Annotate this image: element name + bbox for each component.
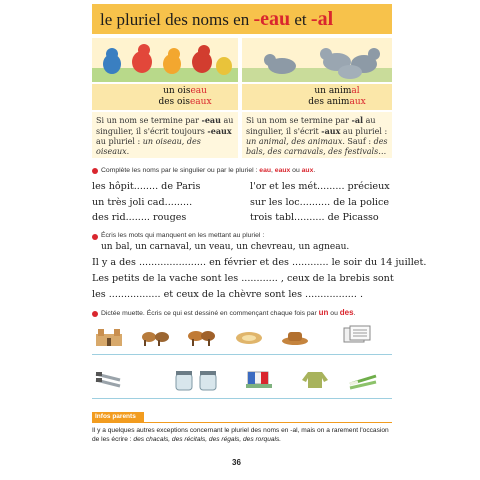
exercise2-words: un bal, un carnaval, un veau, un chevreau, un agneau. — [101, 242, 350, 252]
animals-illustration — [242, 38, 392, 82]
separator: . — [313, 167, 316, 174]
rule-example: un oiseau, des oiseaux. — [96, 137, 201, 156]
exercise2-line: Les petits de la vache sont les ............ , ceux de la brebis sont — [92, 273, 394, 284]
title-and: et — [290, 10, 311, 29]
bullet-icon — [92, 234, 98, 240]
plural-ending: eaux — [189, 97, 212, 107]
plural-ending: aux — [349, 97, 366, 107]
option: aux — [301, 167, 314, 174]
separator: , — [271, 167, 275, 174]
singular-ending: eau — [190, 86, 207, 96]
bullet-icon — [92, 311, 98, 317]
instruction-text: Dictée muette. Écris ce qui est dessiné en commençant chaque fois par — [101, 310, 319, 317]
rule-eau — [92, 112, 238, 158]
bread-icon — [234, 326, 264, 346]
exercise1-line: les hôpit........ de Paris — [92, 181, 201, 192]
animal-word-box — [242, 84, 392, 110]
page-title — [92, 4, 392, 34]
page-number: 36 — [232, 458, 241, 467]
rule-exception: des bals, des carnavals, des festivals… — [246, 137, 388, 156]
bullet-icon — [92, 168, 98, 174]
infos-text: Il y a quelques autres exceptions concernant le pluriel des noms en -al, mais on a rarement l'occasion de les écrire : — [92, 427, 389, 443]
singular-stem: un ois — [163, 86, 191, 96]
coat-icon — [300, 368, 330, 388]
pictures-row-1 — [92, 322, 392, 350]
singular-stem: un anim — [314, 86, 352, 96]
rule-text: Si un nom se termine par — [96, 116, 202, 125]
exercise1-line: des rid........ rouges — [92, 212, 187, 223]
exercise3-instruction — [101, 308, 355, 318]
pictures-row-2 — [92, 366, 392, 394]
article-un: un — [318, 308, 329, 317]
separator: ou — [328, 310, 340, 317]
rule-text: au pluriel : — [96, 137, 143, 146]
exercise1-instruction — [101, 166, 315, 175]
rule-exception-label: Sauf : — [347, 137, 374, 146]
castle-icon — [94, 326, 124, 346]
flag-icon — [244, 368, 274, 388]
article-des: des — [339, 308, 354, 317]
infos-parents-text — [92, 426, 392, 444]
newspapers-icon — [342, 324, 372, 344]
donkeys-icon — [242, 38, 392, 82]
infos-divider — [92, 422, 392, 423]
rule-example: un animal, des animaux. — [246, 137, 345, 146]
exercise2-line: Il y a des ...................... en février et des ............ le soir du 14 juillet. — [92, 257, 427, 268]
exercise2-line: les ................. et ceux de la chèvre sont les ................. . — [92, 289, 363, 300]
hat-icon — [280, 326, 310, 346]
separator: ou — [290, 167, 302, 174]
option: eau — [259, 167, 272, 174]
oiseau-word-box — [92, 84, 238, 110]
birds-illustration — [92, 38, 238, 82]
rule-text: au singulier, il s'écrit toujours — [96, 116, 234, 136]
infos-parents-tag: Infos parents — [92, 412, 144, 422]
plural-stem: des ois — [158, 97, 190, 107]
exercise1-line: l'or et les mét......... précieux — [250, 181, 390, 192]
knives-icon — [94, 370, 124, 390]
exercise1-line: trois tabl.......... de Picasso — [250, 212, 379, 223]
rule-text: au pluriel : — [340, 127, 388, 136]
exercise2-instruction: Écris les mots qui manquent en les mettant au pluriel : — [101, 232, 265, 239]
rule-ending: -eau — [201, 115, 221, 125]
rule-text: Si un nom se termine par — [246, 116, 352, 125]
answer-line — [92, 398, 392, 399]
exercise1-line: sur les loc.......... de la police — [250, 197, 390, 208]
answer-line — [92, 354, 392, 355]
rule-text: au singulier, il s'écrit — [246, 116, 376, 136]
title-al: -al — [310, 8, 334, 30]
plural-stem: des anim — [308, 97, 350, 107]
rule-ending: -eaux — [207, 126, 232, 136]
rule-ending: -al — [351, 115, 364, 125]
rule-ending: -aux — [321, 126, 341, 136]
horses-icon — [186, 326, 216, 346]
jars-icon — [172, 368, 222, 392]
title-text: le pluriel des noms en — [100, 10, 254, 29]
exercise1-line: un très joli cad......... — [92, 197, 193, 208]
goats-icon — [140, 326, 170, 346]
birds-icon — [92, 38, 238, 82]
leeks-icon — [348, 370, 378, 390]
separator: . — [353, 310, 356, 317]
rule-al — [242, 112, 392, 158]
option: eaux — [274, 167, 291, 174]
infos-examples: des chacals, des récitals, des régals, des rorquals. — [133, 436, 282, 443]
instruction-text: Complète les noms par le singulier ou par le pluriel : — [101, 167, 260, 174]
singular-ending: al — [351, 86, 360, 96]
title-eau: -eau — [253, 8, 291, 30]
